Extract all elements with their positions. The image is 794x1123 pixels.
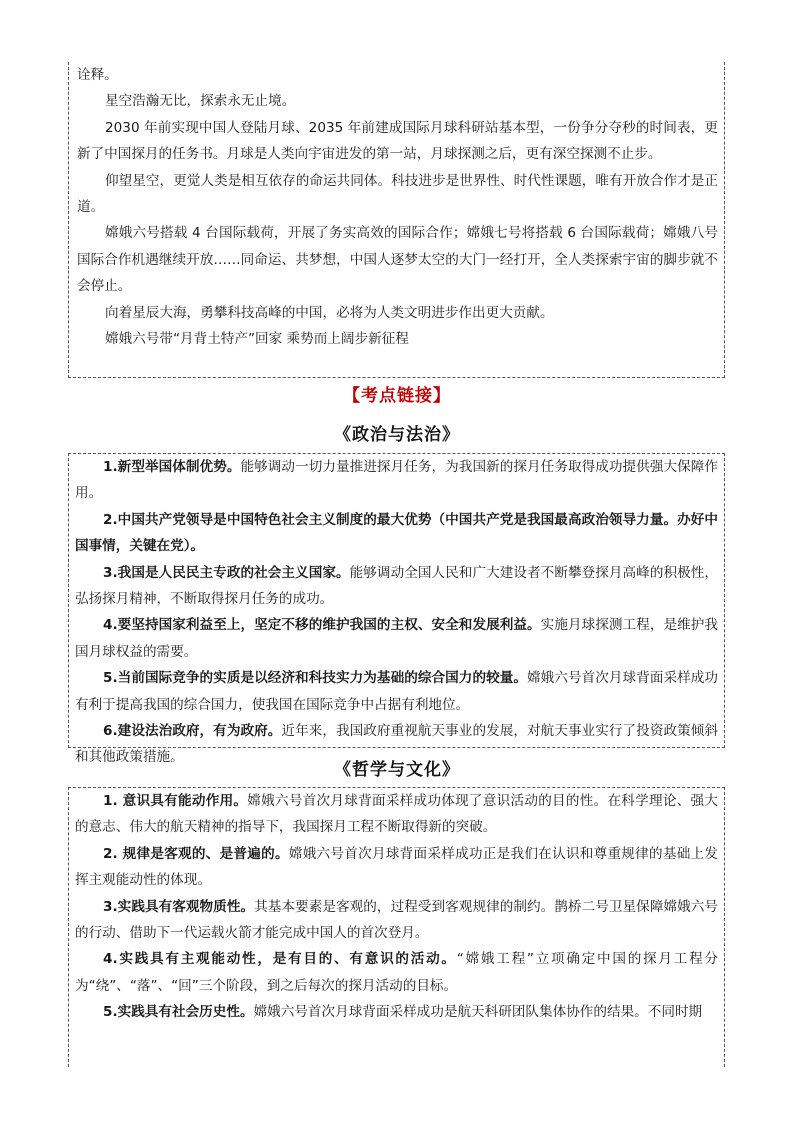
politics-point-3: 3.我国是人民民主专政的社会主义国家。能够调动全国人民和广大建设者不断攀登探月高峰的积极性，弘扬探月精神，不断取得探月任务的成功。 bbox=[75, 564, 718, 608]
article-line-5: 向着星辰大海，勇攀科技高峰的中国，必将为人类文明进步作出更大贡献。 bbox=[105, 304, 554, 321]
article-line-0: 诠释。 bbox=[77, 67, 118, 83]
philosophy-heading: 《哲学与文化》 bbox=[334, 760, 460, 780]
article-line-6: 嫦娥六号带“月背土特产”回家 乘势而上阔步新征程 bbox=[105, 331, 409, 348]
politics-point-4: 4.要坚持国家利益至上，坚定不移的维护我国的主权、安全和发展利益。实施月球探测工程，是维护我国月球权益的需要。 bbox=[75, 617, 719, 660]
article-line-4: 嫦娥六号搭载 4 台国际载荷，开展了务实高效的国际合作；嫦娥七号将搭载 6 台国际载荷；嫦娥八号国际合作机遇继续开放……同命运、共梦想，中国人逐梦太空的大门一经打开，全人类探索宇宙的脚步就不会停止。 bbox=[77, 225, 718, 295]
politics-point-6: 6.建设法治政府，有为政府。近年来，我国政府重视航天事业的发展，对航天事业实行了投资政策倾斜和其他政策措施。 bbox=[75, 723, 719, 766]
article-line-2: 2030 年前实现中国人登陆月球、2035 年前建成国际月球科研站基本型，一份争分夺秒的时间表，更新了中国探月的任务书。月球是人类向宇宙进发的第一站，月球探测之后，更有深空探测不止步。 bbox=[77, 119, 718, 163]
philosophy-point-5: 5.实践具有社会历史性。嫦娥六号首次月球背面采样成功是航天科研团队集体协作的结果。不同时期 bbox=[103, 1004, 703, 1021]
article-line-3: 仰望星空，更觉人类是相互依存的命运共同体。科技进步是世界性、时代性课题，唯有开放合作才是正道。 bbox=[77, 172, 718, 216]
philosophy-box bbox=[68, 787, 725, 1067]
kaodian-heading: 【考点链接】 bbox=[343, 386, 451, 406]
article-text-box bbox=[68, 62, 725, 378]
article-line-1: 星空浩瀚无比，探索永无止境。 bbox=[105, 93, 296, 110]
politics-box bbox=[68, 453, 725, 766]
philosophy-point-1: 1. 意识具有能动作用。嫦娥六号首次月球背面采样成功体现了意识活动的目的性。在科学理论、强大的意志、伟大的航天精神的指导下，我国探月工程不断取得新的突破。 bbox=[75, 793, 719, 836]
politics-point-2: 2.中国共产党领导是中国特色社会主义制度的最大优势（中国共产党是我国最高政治领导力量。办好中国事情，关键在党）。 bbox=[75, 511, 718, 555]
philosophy-point-4: 4.实践具有主观能动性，是有目的、有意识的活动。“嫦娥工程”立项确定中国的探月工程分为“绕”、“落”、“回”三个阶段，到之后每次的探月活动的目标。 bbox=[75, 951, 718, 994]
philosophy-point-2: 2. 规律是客观的、是普遍的。嫦娥六号首次月球背面采样成功正是我们在认识和尊重规律的基础上发挥主观能动性的体现。 bbox=[75, 845, 718, 889]
politics-point-5: 5.当前国际竞争的实质是以经济和科技实力为基础的综合国力的较量。嫦娥六号首次月球背面采样成功有利于提高我国的综合国力，使我国在国际竞争中占据有利地位。 bbox=[75, 670, 719, 713]
philosophy-point-3: 3.实践具有客观物质性。其基本要素是客观的，过程受到客观规律的制约。鹊桥二号卫星保障嫦娥六号的行动、借助下一代运载火箭才能完成中国人的首次登月。 bbox=[75, 898, 718, 942]
politics-heading: 《政治与法治》 bbox=[334, 425, 460, 445]
politics-point-1: 1.新型举国体制优势。能够调动一切力量推进探月任务，为我国新的探月任务取得成功提供强大保障作用。 bbox=[75, 459, 719, 502]
